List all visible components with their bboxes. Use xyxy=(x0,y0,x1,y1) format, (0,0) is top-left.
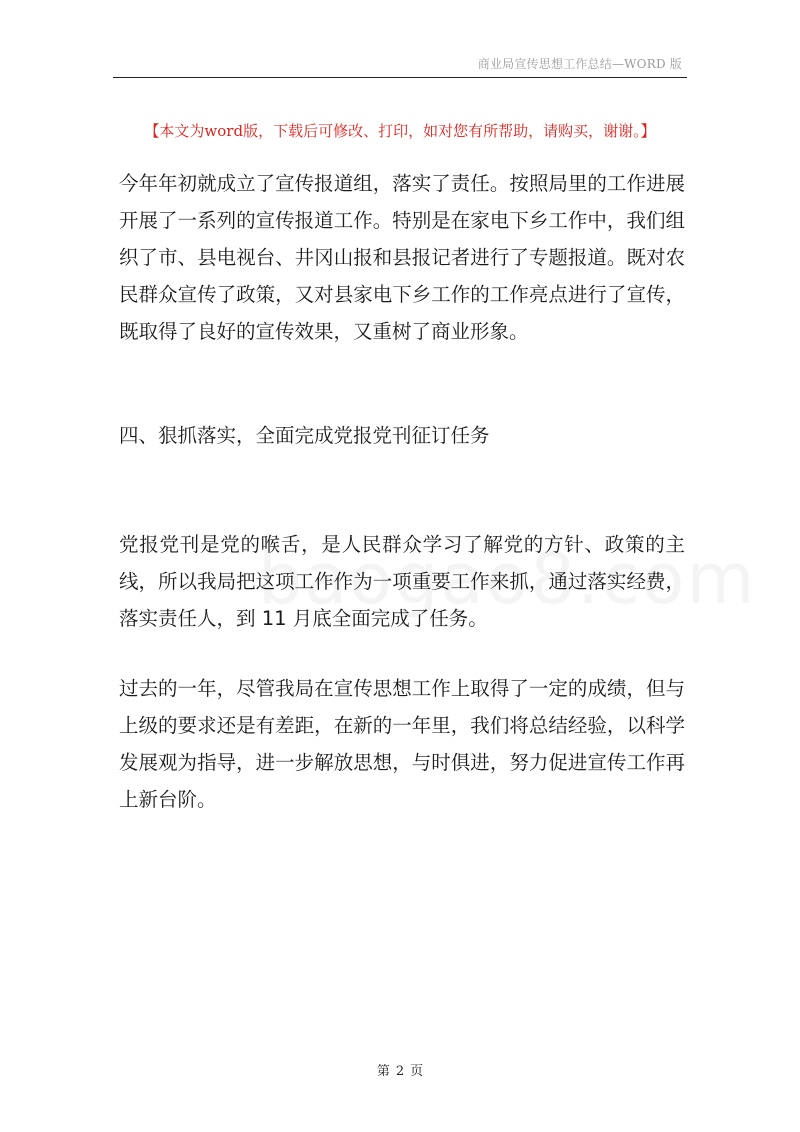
paragraph-party-press: 党报党刊是党的喉舌，是人民群众学习了解党的方针、政策的主线，所以我局把这项工作作为一项重要工作来抓，通过落实经费，落实责任人，到 11 月底全面完成了任务。 xyxy=(119,533,685,630)
page-header-title: 商业局宣传思想工作总结—WORD 版 xyxy=(477,57,682,71)
download-notice: 【本文为word版，下载后可修改、打印，如对您有所帮助，请购买，谢谢。】 xyxy=(144,122,656,140)
footer-suffix: 页 xyxy=(410,1064,424,1079)
paragraph-conclusion: 过去的一年，尽管我局在宣传思想工作上取得了一定的成绩，但与上级的要求还是有差距，在新的一年里，我们将总结经验，以科学发展观为指导，进一步解放思想，与时俱进，努力促进宣传工作再上新台阶。 xyxy=(119,677,685,811)
footer-prefix: 第 xyxy=(376,1064,390,1079)
page-number: 2 xyxy=(395,1064,405,1079)
header-divider xyxy=(113,77,687,78)
page-footer xyxy=(0,1060,800,1079)
paragraph-publicity-team: 今年年初就成立了宣传报道组，落实了责任。按照局里的工作进展开展了一系列的宣传报道工作。特别是在家电下乡工作中，我们组织了市、县电视台、井冈山报和县报记者进行了专题报道。既对农民群众宣传了政策，又对县家电下乡工作的工作亮点进行了宣传，既取得了良好的宣传效果，又重树了商业形象。 xyxy=(119,172,685,343)
section-heading-party-press: 四、狠抓落实，全面完成党报党刊征订任务 xyxy=(119,424,490,447)
